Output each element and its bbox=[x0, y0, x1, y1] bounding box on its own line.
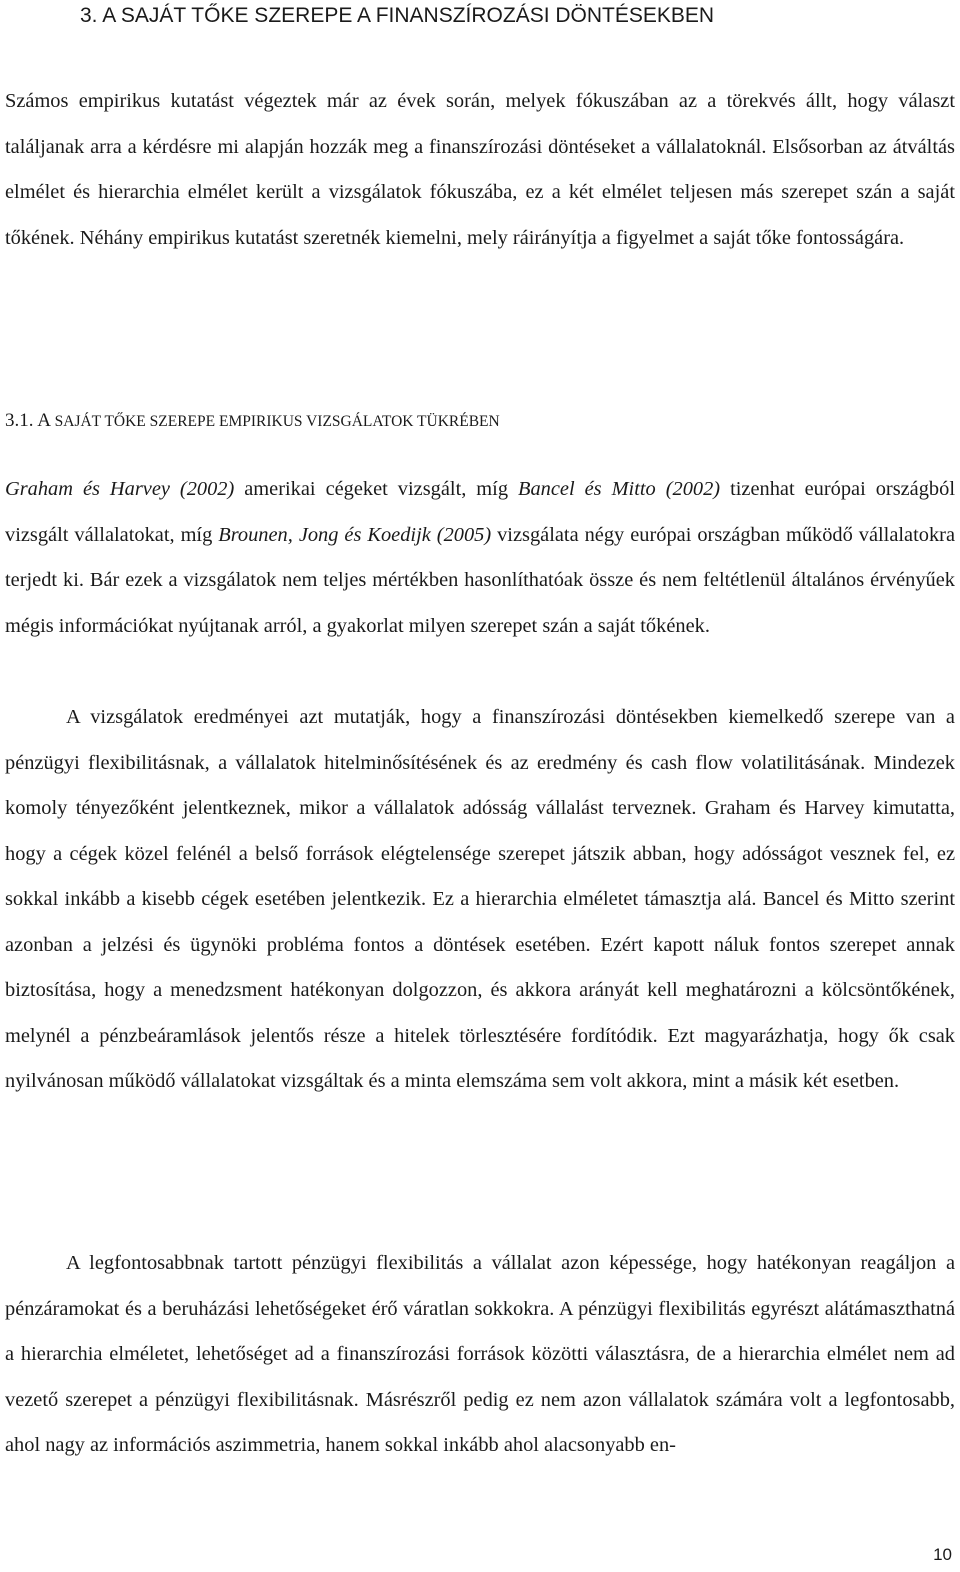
paragraph-text: amerikai cégeket vizsgált, míg bbox=[234, 478, 519, 500]
intro-paragraph: Számos empirikus kutatást végeztek már az évek során, melyek fókuszában az a törekvés állt, hogy választ találjanak arra a kérdésre mi alapján hozzák meg a finanszírozási döntéseket a vállalatoknál. Elsősorban az átváltás elmélet és hierarchia elmélet került a vizsgálatok fókuszába, ez a két elmélet teljesen más szerepet szán a saját tőkének. Néhány empirikus kutatást szeretnék kiemelni, mely ráirányítja a figyelmet a saját tőke fontosságára. bbox=[5, 90, 955, 249]
citation-graham-harvey: Graham és Harvey (2002) bbox=[5, 478, 235, 500]
paragraph-flexibility: A legfontosabbnak tartott pénzügyi flexibilitás a vállalat azon képessége, hogy hatékonyan reagáljon a pénzáramokat és a beruházási lehetőségeket érő váratlan sokkokra. A pénzügyi flexibilitás egyrészt alátámaszthatná a hierarchia elméletet, lehetőséget ad a finanszírozási források közötti választásra, de a hierarchia elmélet nem ad vezető szerepet a pénzügyi flexibilitásnak. Másrészről pedig ez nem azon vállalatok számára volt a legfontosabb, ahol nagy az információs aszimmetria, hanem sokkal inkább ahol alacsonyabb en- bbox=[5, 1252, 955, 1456]
subsection-title: SAJÁT TŐKE SZEREPE EMPIRIKUS VIZSGÁLATOK TÜKRÉBEN bbox=[54, 413, 500, 430]
citation-bancel-mitto: Bancel és Mitto (2002) bbox=[518, 478, 721, 500]
paragraph-studies bbox=[5, 467, 955, 649]
page-number: 10 bbox=[933, 1545, 952, 1564]
section-heading: 3. A SAJÁT TŐKE SZEREPE A FINANSZÍROZÁSI DÖNTÉSEKBEN bbox=[80, 4, 715, 27]
paragraph-results: A vizsgálatok eredményei azt mutatják, hogy a finanszírozási döntésekben kiemelkedő szerepe van a pénzügyi flexibilitásnak, a vállalatok hitelminősítésének és az eredmény és cash flow volatilitásának. Mindezek komoly tényezőként jelentkeznek, mikor a vállalatok adósság vállalást terveznek. Graham és Harvey kimutatta, hogy a cégek közel felénél a belső források elégtelensége szerepet játszik abban, hogy adósságot vesznek fel, ez sokkal inkább a kisebb cégek esetében jelentkezik. Ez a hierarchia elméletet támasztja alá. Bancel és Mitto szerint azonban a jelzési és ügynöki probléma fontos a döntések esetében. Ezért kapott náluk fontos szerepet annak biztosítása, hogy a menedzsment hatékonyan dolgozzon, és akkora arányát kell meghatározni a kölcsöntőkének, melynél a pénzbeáramlások jelentős része a hitelek törlesztésére fordítódik. Ezt magyarázhatja, hogy ők csak nyilvánosan működő vállalatokat vizsgáltak és a minta elemszáma sem volt akkora, mint a másik két esetben. bbox=[5, 706, 955, 1092]
paragraph-text: vizsgálata négy európai országban működő vállalatokra terjedt ki. Bár ezek a vizsgálatok nem teljes mértékben hasonlíthatóak össze és nem feltétlenül általános érvényűek mégis információkat nyújtanak arról, a gyakorlat milyen szerepet szán a saját tőkének. bbox=[5, 523, 956, 637]
subsection-number: 3.1. A bbox=[5, 410, 50, 431]
subsection-heading bbox=[5, 407, 500, 436]
citation-brounen-jong-koedijk: Brounen, Jong és Koedijk (2005) bbox=[218, 523, 492, 546]
paragraph-text: tizenhat európai országból vizsgált vállalatokat, míg bbox=[5, 478, 955, 546]
